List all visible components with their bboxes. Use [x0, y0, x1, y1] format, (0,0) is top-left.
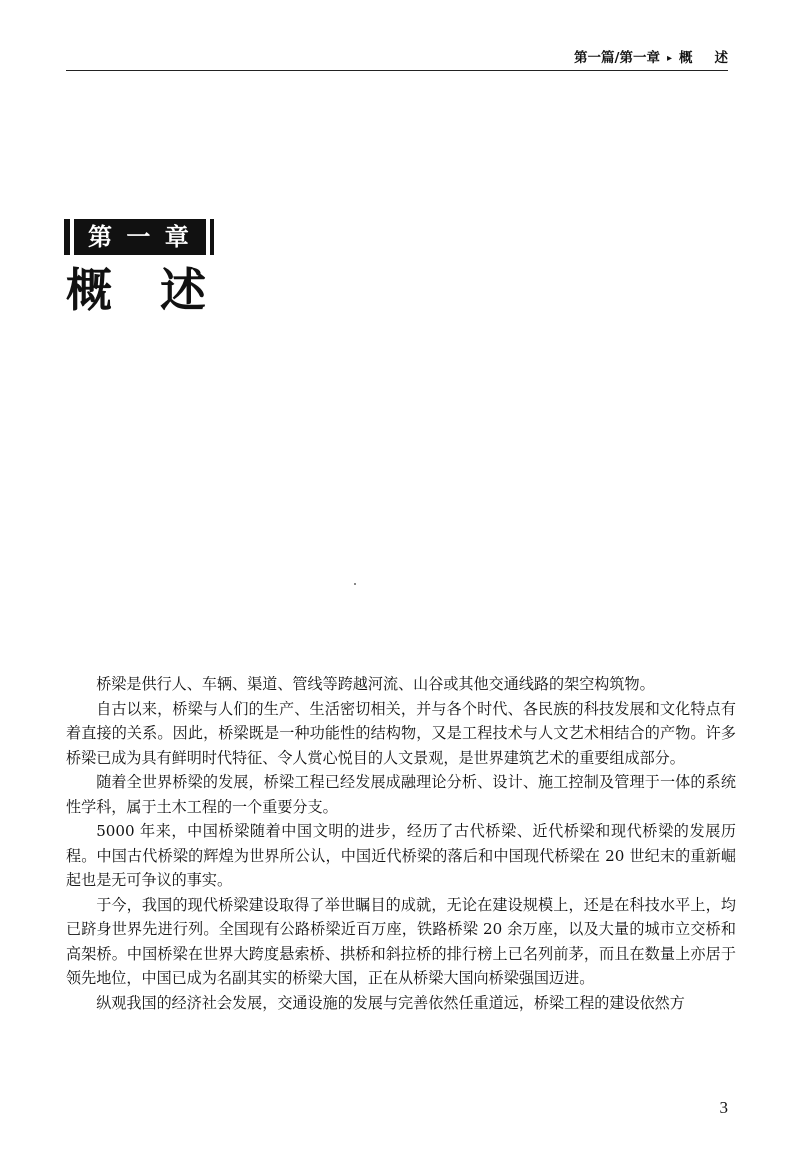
paragraph: 自古以来，桥梁与人们的生产、生活密切相关，并与各个时代、各民族的科技发展和文化特点有着直接的关系。因此，桥梁既是一种功能性的结构物，又是工程技术与人文艺术相结合的产物。许多桥梁已成为具有鲜明时代特征、令人赏心悦目的人文景观，是世界建筑艺术的重要组成部分。: [66, 699, 736, 767]
header-section-title: 概述: [679, 50, 750, 66]
paragraph: 5000 年来，中国桥梁随着中国文明的进步，经历了古代桥梁、近代桥梁和现代桥梁的发展历程。中国古代桥梁的辉煌为世界所公认，中国近代桥梁的落后和中国现代桥梁在 20 世纪末的重新崛起也是无可争议的事实。: [66, 822, 736, 889]
scan-speck: [354, 583, 356, 585]
page-number: 3: [719, 1098, 728, 1117]
header-separator-icon: ▸: [666, 53, 672, 64]
chapter-label: [64, 219, 214, 255]
paragraph: 桥梁是供行人、车辆、渠道、管线等跨越河流、山谷或其他交通线路的架空构筑物。: [96, 675, 655, 693]
header-part-chapter: 第一篇/第一章: [574, 50, 660, 66]
running-header: [66, 48, 750, 71]
paragraph: 于今，我国的现代桥梁建设取得了举世瞩目的成就，无论在建设规模上，还是在科技水平上，均已跻身世界先进行列。全国现有公路桥梁近百万座，铁路桥梁 20 余万座，以及大量的城市立交桥和高架桥。中国桥梁在世界大跨度悬索桥、拱桥和斜拉桥的排行榜上已名列前茅，而且在数量上亦居于领先地位，中国已成为名副其实的桥梁大国，正在从桥梁大国向桥梁强国迈进。: [66, 895, 736, 987]
chapter-title: 概述: [66, 263, 254, 317]
chapter-label-right-bar: [210, 219, 214, 255]
body-text: [66, 672, 736, 1015]
paragraph: 随着全世界桥梁的发展，桥梁工程已经发展成融理论分析、设计、施工控制及管理于一体的系统性学科，属于土木工程的一个重要分支。: [66, 773, 736, 816]
chapter-label-text: 第 一 章: [74, 219, 206, 255]
paragraph: 纵观我国的经济社会发展，交通设施的发展与完善依然任重道远，桥梁工程的建设依然方: [96, 993, 685, 1012]
